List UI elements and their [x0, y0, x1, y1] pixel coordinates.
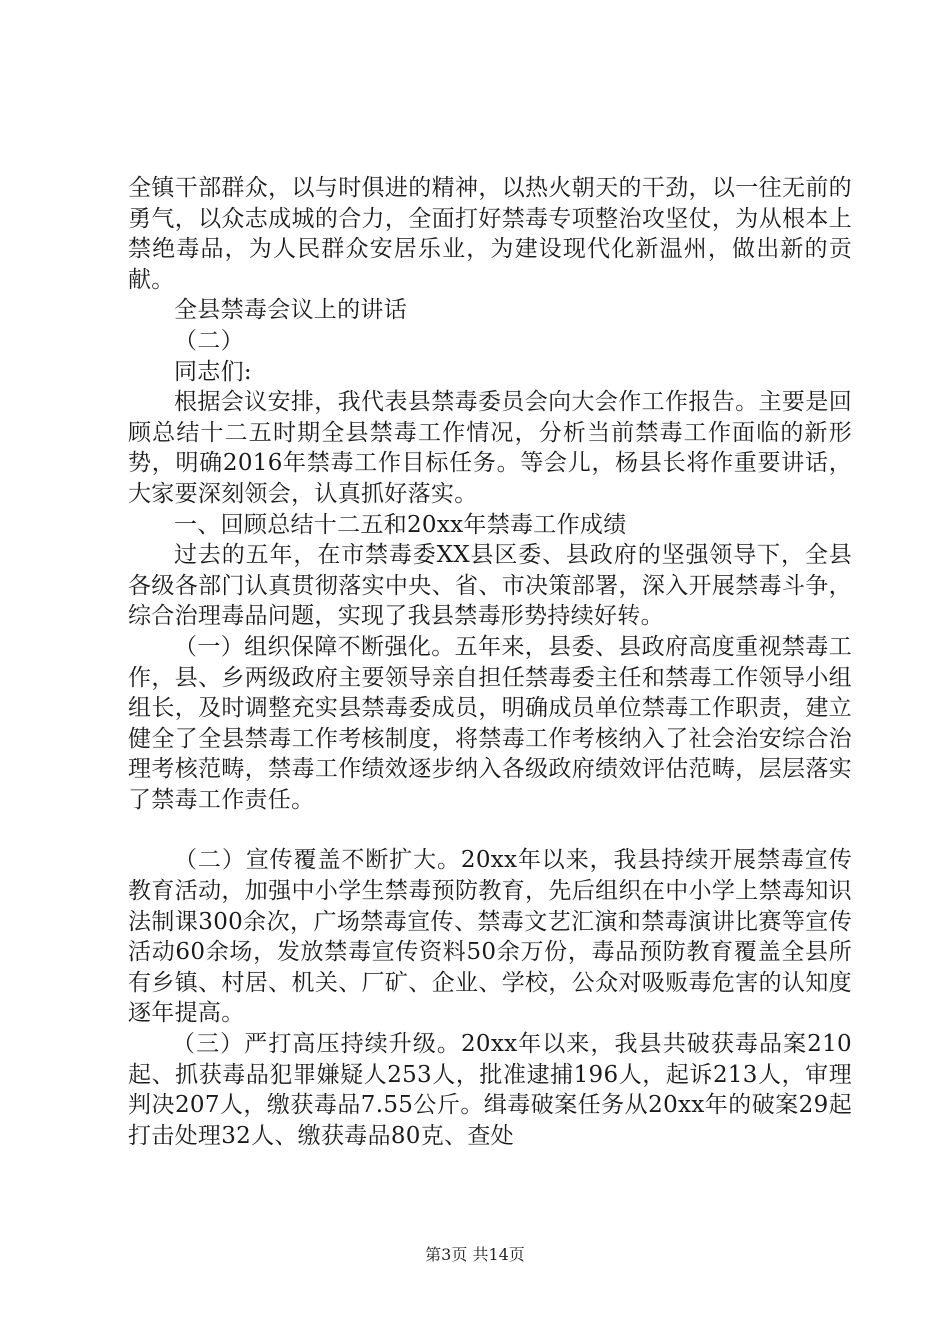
paragraph-review: 过去的五年，在市禁毒委XX县区委、县政府的坚强领导下，全县各级各部门认真贯彻落实中央、省、市决策部署，深入开展禁毒斗争，综合治理毒品问题，实现了我县禁毒形势持续好转。: [128, 542, 852, 630]
document-body: [128, 173, 852, 1151]
paragraph-publicity: （二）宣传覆盖不断扩大。20xx年以来，我县持续开展禁毒宣传教育活动，加强中小学生禁毒预防教育，先后组织在中小学上禁毒知识法制课300余次，广场禁毒宣传、禁毒文艺汇演和禁毒演讲比赛等宣传活动60余场，发放禁毒宣传资料50余万份，毒品预防教育覆盖全县所有乡镇、村居、机关、厂矿、企业、学校，公众对吸贩毒危害的认知度逐年提高。: [128, 847, 852, 1027]
blank-line: [128, 815, 852, 845]
paragraph-closing: 全镇干部群众，以与时俱进的精神，以热火朝天的干劲，以一往无前的勇气，以众志成城的合力，全面打好禁毒专项整治攻坚仗，为从根本上禁绝毒品，为人民群众安居乐业，为建设现代化新温州，做出新的贡献。: [128, 175, 852, 293]
page-number-footer: 第3页 共14页: [425, 1245, 525, 1264]
paragraph-intro: 根据会议安排，我代表县禁毒委员会向大会作工作报告。主要是回顾总结十二五时期全县禁毒工作情况，分析当前禁毒工作面临的新形势，明确2016年禁毒工作目标任务。等会儿，杨县长将作重要讲话，大家要深刻领会，认真抓好落实。: [128, 389, 852, 507]
paragraph-organization: （一）组织保障不断强化。五年来，县委、县政府高度重视禁毒工作，县、乡两级政府主要领导亲自担任禁毒委主任和禁毒工作领导小组组长，及时调整充实县禁毒委成员，明确成员单位禁毒工作职责，建立健全了全县禁毒工作考核制度，将禁毒工作考核纳入了社会治安综合治理考核范畴，禁毒工作绩效逐步纳入各级政府绩效评估范畴，层层落实了禁毒工作责任。: [128, 633, 852, 813]
paragraph-crackdown: （三）严打高压持续升级。20xx年以来，我县共破获毒品案210起、抓获毒品犯罪嫌疑人253人，批准逮捕196人，起诉213人，审理判决207人，缴获毒品7.55公斤。缉毒破案任务从20xx年的破案29起打击处理32人、缴获毒品80克、查处: [128, 1031, 852, 1149]
section-number: （二）: [174, 327, 244, 354]
heading-review: 一、回顾总结十二五和20xx年禁毒工作成绩: [174, 511, 627, 538]
salutation: 同志们:: [174, 358, 252, 385]
section-title: 全县禁毒会议上的讲话: [174, 297, 407, 324]
